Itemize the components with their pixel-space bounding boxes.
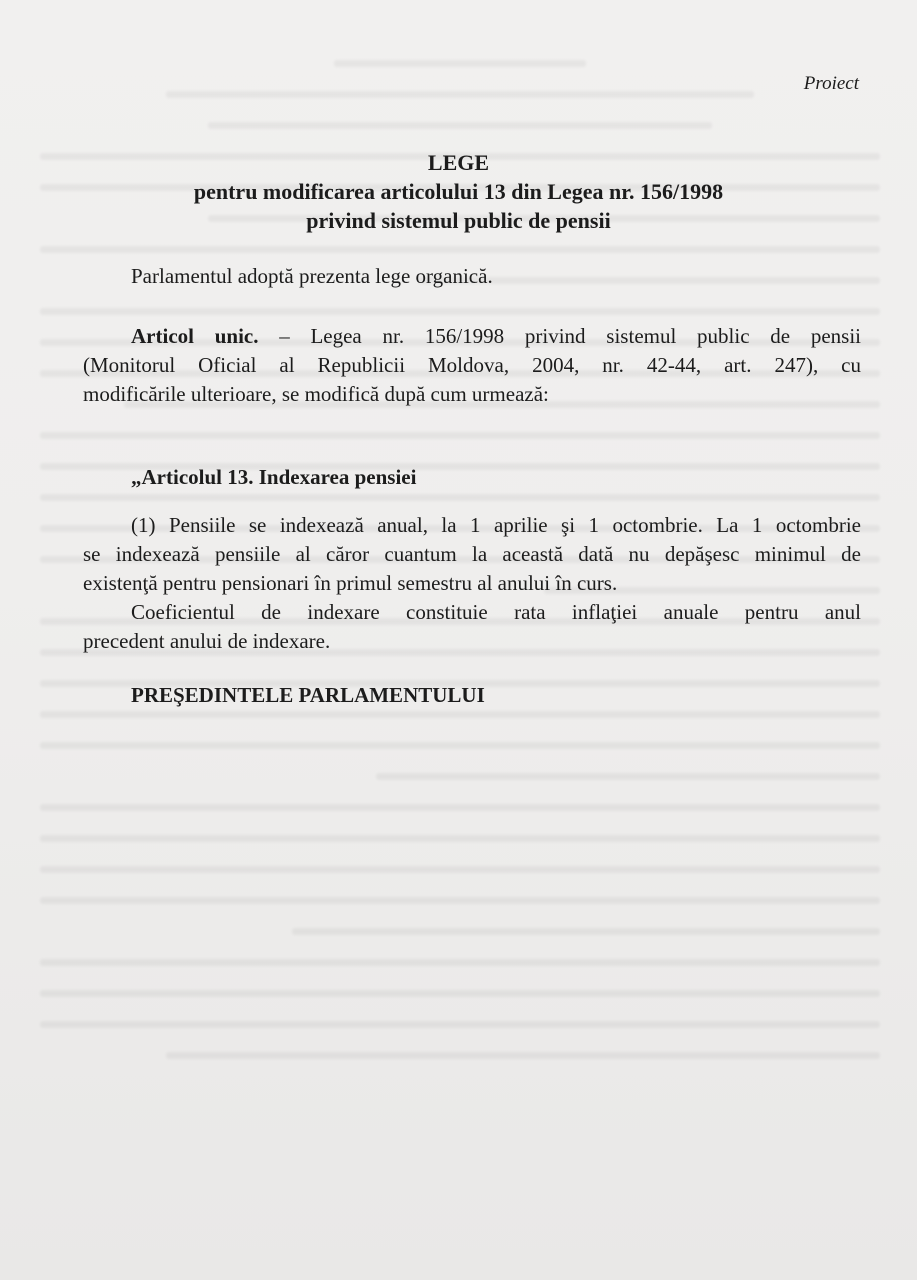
amendment-heading: „Articolul 13. Indexarea pensiei bbox=[131, 465, 417, 489]
article-heading: Articol unic. bbox=[131, 324, 259, 348]
document-title: LEGE bbox=[427, 150, 490, 175]
article-line-3: modificările ulterioare, se modifică după cum urmează: bbox=[83, 382, 549, 406]
signature-block: PREŞEDINTELE PARLAMENTULUI bbox=[131, 683, 485, 707]
amendment-para2-line1: Coeficientul de indexare constituie rata inflaţiei anuale pentru anul bbox=[131, 600, 861, 624]
amendment-para2-line2: precedent anului de indexare. bbox=[83, 629, 331, 653]
amendment-para1-line2: se indexează pensiile al căror cuantum la această dată nu depăşesc minimul de bbox=[83, 542, 861, 566]
draft-label: Proiect bbox=[803, 73, 859, 94]
article-line-1-text: – Legea nr. 156/1998 privind sistemul public de pensii bbox=[258, 324, 861, 348]
amendment-para1-line1: (1) Pensiile se indexează anual, la 1 aprilie şi 1 octombrie. La 1 octombrie bbox=[131, 513, 861, 537]
document-subtitle-line1: pentru modificarea articolului 13 din Legea nr. 156/1998 bbox=[193, 179, 724, 204]
article-line-1 bbox=[131, 322, 861, 351]
amendment-para1-line3: existenţă pentru pensionari în primul semestru al anului în curs. bbox=[83, 571, 618, 595]
intro-text: Parlamentul adoptă prezenta lege organică. bbox=[131, 264, 493, 288]
document-subtitle-line2: privind sistemul public de pensii bbox=[306, 208, 611, 233]
article-line-2: (Monitorul Oficial al Republicii Moldova, 2004, nr. 42-44, art. 247), cu bbox=[83, 353, 861, 377]
